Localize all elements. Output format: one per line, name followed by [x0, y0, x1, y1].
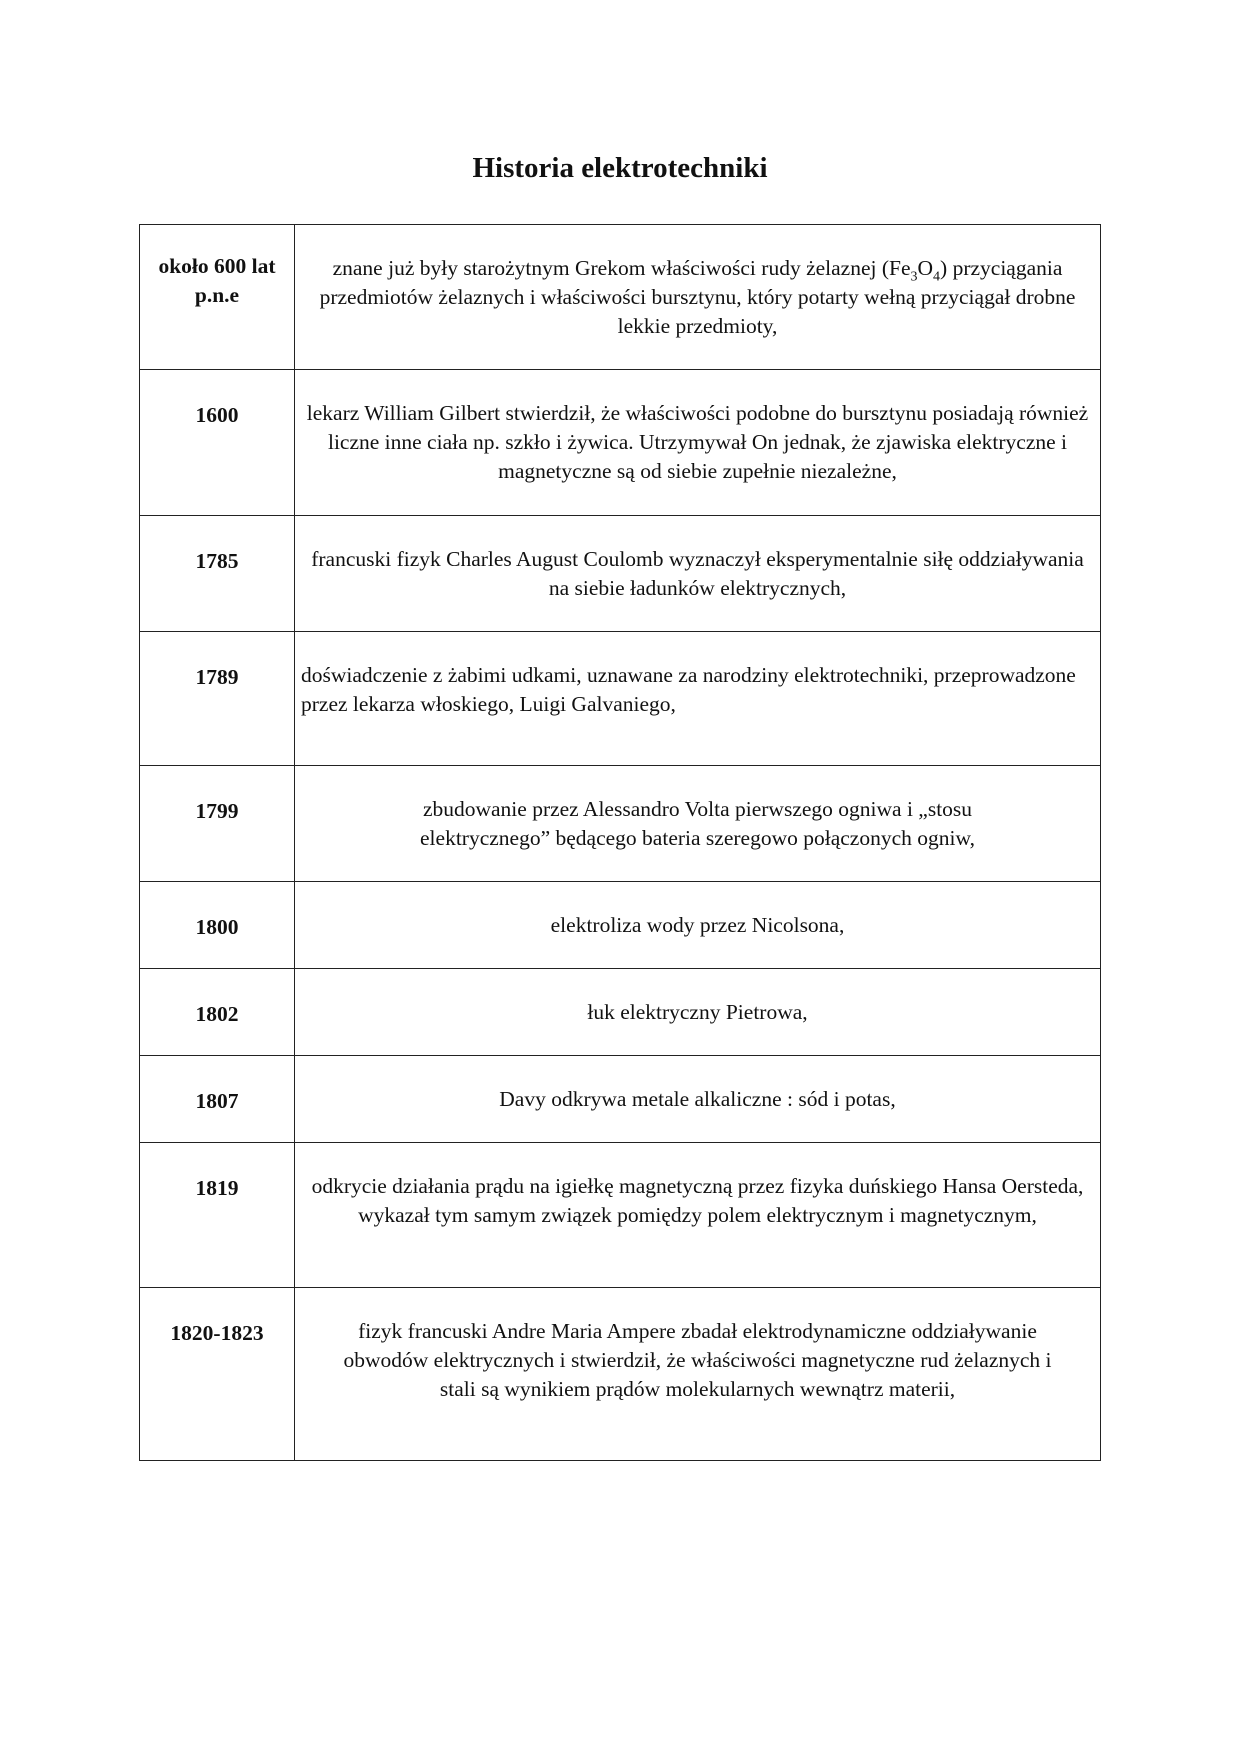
description-text: znane już były starożytnym Grekom właściwości rudy żelaznej $(Fe_3O_4)$ przyciągania przedmiotów żelaznych i właściwości bursztynu, który potarty wełną przyciągał drobne lekkie przedmioty,	[319, 256, 1076, 338]
description-cell	[295, 1288, 1101, 1461]
description-cell	[295, 225, 1101, 370]
year-cell	[140, 225, 295, 370]
description-text: doświadczenie z żabimi udkami, uznawane za narodziny elektrotechniki, przeprowadzone przez lekarza włoskiego, Luigi Galvaniego,	[301, 663, 1076, 716]
table-row	[140, 370, 1101, 516]
history-table	[139, 224, 1101, 1461]
table-row	[140, 969, 1101, 1056]
description-cell	[295, 969, 1101, 1056]
year-cell	[140, 632, 295, 766]
page-title: Historia elektrotechniki	[472, 152, 768, 184]
year-cell	[140, 1143, 295, 1288]
description-cell	[295, 766, 1101, 882]
table-row	[140, 632, 1101, 766]
table-row	[140, 225, 1101, 370]
table-row	[140, 1056, 1101, 1143]
description-cell	[295, 516, 1101, 632]
description-cell	[295, 1143, 1101, 1288]
description-text: lekarz William Gilbert stwierdził, że właściwości podobne do bursztynu posiadają również liczne inne ciała np. szkło i żywica. Utrzymywał On jednak, że zjawiska elektryczne i magnetyczne są od siebie zupełnie niezależne,	[306, 401, 1089, 483]
year-label: 1819	[195, 1176, 239, 1200]
year-label: 1800	[195, 915, 239, 939]
description-text: łuk elektryczny Pietrowa,	[587, 1000, 808, 1024]
table-row	[140, 516, 1101, 632]
year-label: 1600	[195, 403, 239, 427]
description-text: Davy odkrywa metale alkaliczne : sód i potas,	[499, 1087, 896, 1111]
year-label: około 600 lat p.n.e	[158, 254, 276, 307]
description-cell	[295, 632, 1101, 766]
year-cell	[140, 370, 295, 516]
year-cell	[140, 969, 295, 1056]
description-cell	[295, 370, 1101, 516]
table-row	[140, 1143, 1101, 1288]
year-cell	[140, 1056, 295, 1143]
year-cell	[140, 766, 295, 882]
description-text: francuski fizyk Charles August Coulomb wyznaczył eksperymentalnie siłę oddziaływania na siebie ładunków elektrycznych,	[311, 547, 1084, 600]
year-label: 1785	[195, 549, 239, 573]
table-row	[140, 882, 1101, 969]
description-cell	[295, 1056, 1101, 1143]
description-text: fizyk francuski Andre Maria Ampere zbadał elektrodynamiczne oddziaływanie obwodów elektrycznych i stwierdził, że właściwości magnetyczne rud żelaznych i stali są wynikiem prądów molekularnych wewnątrz materii,	[343, 1319, 1052, 1401]
table-row	[140, 1288, 1101, 1461]
year-label: 1807	[195, 1089, 239, 1113]
year-cell	[140, 1288, 295, 1461]
year-label: 1820-1823	[170, 1321, 264, 1345]
description-text: zbudowanie przez Alessandro Volta pierwszego ogniwa i „stosu elektrycznego” będącego bateria szeregowo połączonych ogniw,	[420, 797, 975, 850]
year-cell	[140, 882, 295, 969]
description-cell	[295, 882, 1101, 969]
description-text: elektroliza wody przez Nicolsona,	[550, 913, 845, 937]
description-text: odkrycie działania prądu na igiełkę magnetyczną przez fizyka duńskiego Hansa Oersteda, wykazał tym samym związek pomiędzy polem elektrycznym i magnetycznym,	[311, 1174, 1084, 1227]
table-row	[140, 766, 1101, 882]
year-label: 1802	[195, 1002, 239, 1026]
year-cell	[140, 516, 295, 632]
year-label: 1789	[195, 665, 239, 689]
year-label: 1799	[195, 799, 239, 823]
